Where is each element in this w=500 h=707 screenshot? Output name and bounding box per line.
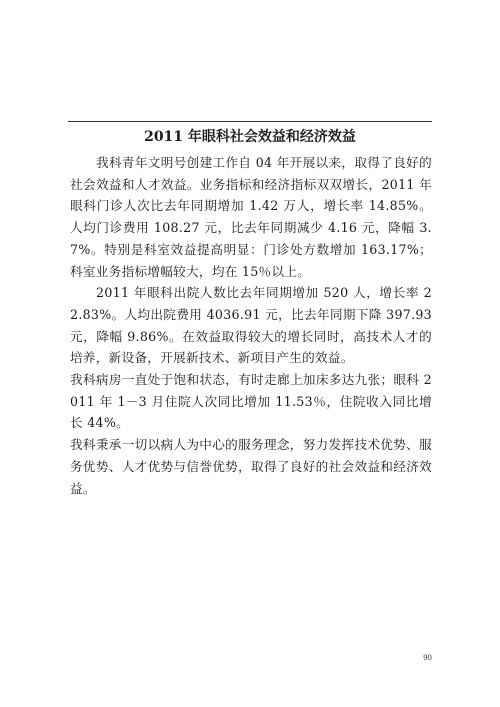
body-text [70,152,432,499]
page-number: 90 [423,654,432,662]
page-title: 2011 年眼科社会效益和经济效益 [144,129,356,145]
paragraph-discharge-stats: 2011 年眼科出院人数比去年同期增加 520 人，增长率 22.83%。人均出院费用 4036.91 元，比去年同期下降 397.93 元，降幅 9.86%。在效益取得较大的增长同时，高技术人才的培养，新设备，开展新技术、新项目产生的效益。 [70,285,432,366]
header-rule [68,121,432,122]
paragraph-ward-status: 我科病房一直处于饱和状态，有时走廊上加床多达九张；眼科 2011 年 1－3 月住院人次同比增加 11.53％，住院收入同比增长 44%。 [70,372,432,431]
paragraph-service-philosophy: 我科秉承一切以病人为中心的服务理念，努力发挥技术优势、服务优势、人才优势与信誉优势，取得了良好的社会效益和经济效益。 [70,437,432,496]
paragraph-social-benefits: 我科青年文明号创建工作自 04 年开展以来，取得了良好的社会效益和人才效益。业务指标和经济指标双双增长，2011 年眼科门诊人次比去年同期增加 1.42 万人，增长率 14.85%。人均门诊费用 108.27 元，比去年同期减少 4.16 元，降幅 3.7%。特别是科室效益提高明显：门诊处方数增加 163.17%；科室业务指标增幅较大，均在 15％以上。 [70,155,432,279]
